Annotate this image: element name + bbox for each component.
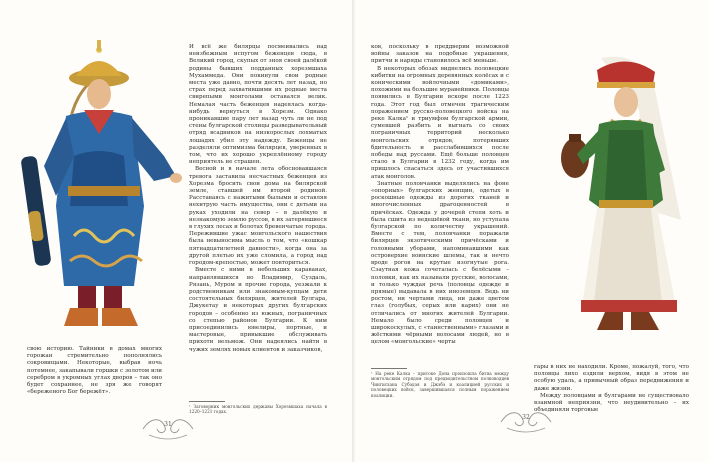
paragraph-2: Между половцами и булгарами не существовало взаимной неприязни, что неудивительно – их объединяли торговые — [534, 392, 689, 414]
page-number-right: 32 — [522, 414, 530, 421]
right-page-column-1 — [371, 44, 509, 347]
paragraph-3: Знатные половчанки выделялись на фоне «опорных» булгарских женщин, одетых в роскошные одежды из дорогих тканей и многочисленных драгоценностей в причёсках. Одежда у дочерей степи хоть и была сшита из недешёвой ткани, но уступала булгарской по количеству украшений. Вместе с тем, половчанки поражали билярцев экзотическими причёсками и головными уборами, напоминавшими как островерхие воинские шлемы, так и нечто вроде рогов на крутые изогнутые рога. Сзаутная кожа сочеталась с белёсыми – половки, как их называли русские, волосами, и только чуждая речь (половцы одежде и прямые) выдавала в них иноземцев. Ведь ни ростом, ни чертами лица, ни даже цветом глаз (голубых, серых или карих) они не отличались от многих жителей Булгарии. Немало было среди половцев и широкоскулых, с «таинственными» глазами и жёсткими чёрными волосами людей, но в целом «монгольские» черты — [371, 180, 509, 346]
paragraph-3: Вместе с ними в небольших караванах, направлявшихся во Владимир, Суздаль, Рязань, Муром и прочие города, уезжали к родственникам или знакомым-купцам дети состоятельных билярцев, жителей Булгара, Джукетау и некоторых других булгарских городов – особенно из южных, пограничных со степью районов Булгарии. К ним присоединились ювелиры, портные, и мастеровые, привыкшие обслуживать прихоти вельмож. Они надеялись найти в чужих землях новых клиентов и заказчиков, — [189, 267, 327, 353]
paragraph-1: И всё же билярцы посмеивались над неизбежным испугом беженцев сюда, в Великий город, скупых от зноя своей далёкой родины бывших подданных хорезмшаха Мухаммеда. Они покинули свои родные места уже давно, почти десять лет назад, но страх перед захватившими их родные места свирепыми монголами оставался велик. Немалая часть беженцев надеялась когда-нибудь вернуться в Хорезм. Однако проникавшие пару лет назад чуть ли не под стены булгарской столицы разведывательный отряд всадников на низкорослых лохматых лошадях убил эту надежду. Беженцы не разделяли оптимизма билярцев, уверенных в том, что их хорошо укреплённому городу неприятель не страшен. — [189, 44, 327, 166]
right-page — [355, 0, 709, 462]
right-footnote: ¹ На реке Калка – притоке Дона произошла битва между монгольским отрядом под предводительством полководцев Чингисхана Субэдэя и Джэбэ и коалицией русских и половецких войск, завершившаяся полным поражением коалиции. — [371, 371, 509, 398]
footnote-divider — [189, 401, 225, 402]
footnote-divider — [371, 368, 407, 369]
illustration-khwarezmian-man — [4, 36, 194, 334]
page-ornament-right — [497, 406, 555, 436]
paragraph-2: Весной и в начале лета обосновавшаяся тревога заставила несчастных беженцев из Хорезма бросить свои дома на билярской земле, ставшей им второй родиной. Расставаясь с нажитыми былыми и оставляя нехитрую часть имущества, они с детьми на руках уходили на север – в далёкую и незнакомую землю руссов, в их затерявшиеся в глухих лесах и болотах бревенчатые города. Пережившие ужас монгольского нашествия была невыносима мысль о том, что «кошкар пятнадцатилетней давности», когда она за другой плетью их уже сломила, а город над городом-крепостью, может повториться. — [189, 166, 327, 267]
paragraph-2: В некоторых обозах виднелись половецкие кибитки на огромных деревянных колёсах и с коническими войлочными «домиками», похожими на большие муравейники. Половцы появились в Булгарии вскоре после 1223 года. Этот год был отмечен трагическим поражением русско-половецкого войска на реке Калка¹ и триумфом булгарской армии, сумевшей разбить и выгнать со своих пограничных территорий несколько монгольских отрядов, потерявших бдительность и расслабившихся после победы над руссами. Ещё больше половцев стало в Булгарии в 1232 году, когда им пришлось спасаться здесь от участившихся атак монголов. — [371, 65, 509, 180]
page-number-left: 31 — [164, 421, 172, 428]
right-page-column-2 — [534, 364, 689, 414]
left-footnote: ¹ Заговорник монгольских державы Хорезмшаха начала в 1220–1221 годах. — [189, 404, 327, 415]
left-page-column-2 — [189, 44, 327, 354]
left-page — [0, 0, 354, 462]
column-1-text: свою историю. Тайники в домах многих горожан стремительно пополнялись сокровищами. Некоторые, выбрав ночь потемнее, закапывали горшки с золотом или серебром в укромных углах дворов – так оно будет сохраннее, не зря же говорят «береженого Бог бережёт». — [27, 346, 162, 396]
page-ornament-left — [139, 413, 197, 443]
paragraph-1: гары в них не находили. Кроме, пожалуй, того, что половцы лихо ездили верхом, видя в этом не особую удаль, а привычный образ передвижения и даже жизни. — [534, 364, 689, 392]
left-page-column-1 — [27, 346, 162, 396]
paragraph-1: ков, поскольку в преддверии возможной войны заказов на подобные украшения, притчи и наряды становилось всё меньше. — [371, 44, 509, 65]
illustration-polovtsian-woman — [531, 50, 701, 340]
